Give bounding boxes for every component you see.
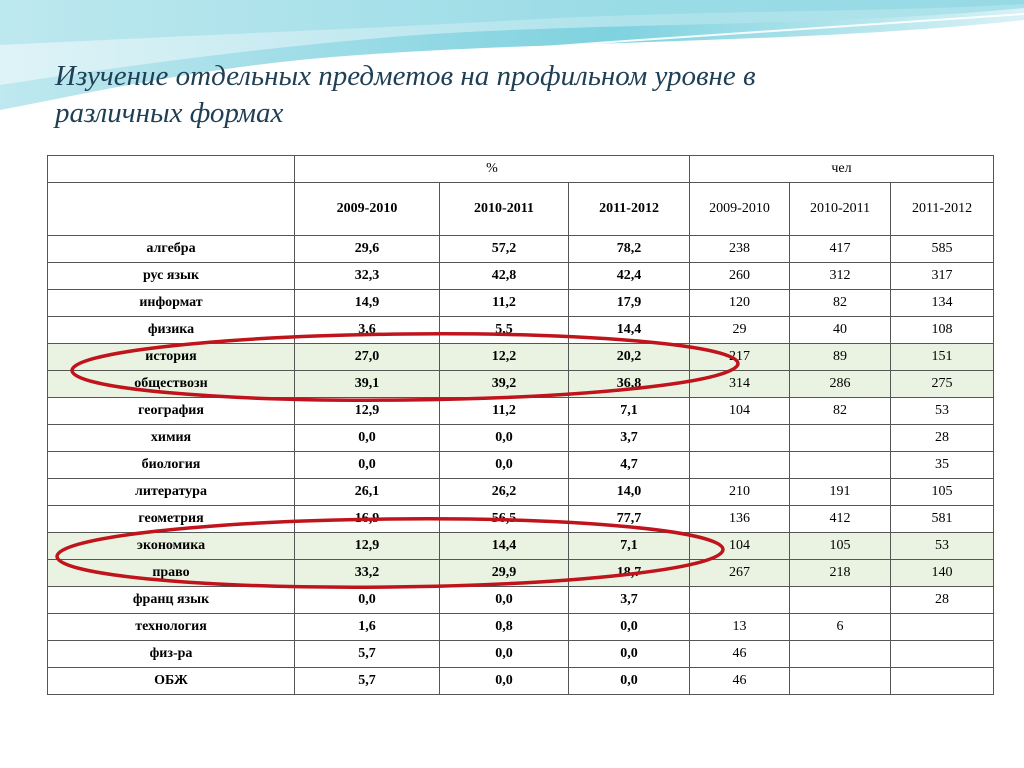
percent-cell: 14,4 (440, 533, 569, 560)
people-cell: 104 (690, 398, 790, 425)
people-cell: 585 (891, 236, 994, 263)
subject-cell: рус язык (48, 263, 295, 290)
percent-cell: 42,8 (440, 263, 569, 290)
people-cell (690, 452, 790, 479)
people-cell: 136 (690, 506, 790, 533)
table-row (48, 614, 994, 641)
people-cell: 317 (891, 263, 994, 290)
percent-cell: 20,2 (569, 344, 690, 371)
percent-cell: 0,0 (440, 425, 569, 452)
people-cell (690, 587, 790, 614)
years-header-row (48, 183, 994, 236)
percent-cell: 0,0 (295, 425, 440, 452)
table-row (48, 587, 994, 614)
percent-cell: 29,6 (295, 236, 440, 263)
years-empty-cell (48, 183, 295, 236)
people-cell: 238 (690, 236, 790, 263)
header-empty-cell (48, 156, 295, 183)
percent-cell: 11,2 (440, 290, 569, 317)
percent-cell: 0,0 (440, 641, 569, 668)
percent-cell: 32,3 (295, 263, 440, 290)
table-row (48, 668, 994, 695)
subject-cell: информат (48, 290, 295, 317)
pct-year-header: 2010-2011 (440, 183, 569, 236)
table-row (48, 506, 994, 533)
people-cell: 134 (891, 290, 994, 317)
people-group-header: чел (690, 156, 994, 183)
people-cell (790, 425, 891, 452)
people-cell: 28 (891, 425, 994, 452)
people-cell: 29 (690, 317, 790, 344)
percent-cell: 26,1 (295, 479, 440, 506)
people-cell: 286 (790, 371, 891, 398)
group-header-row (48, 156, 994, 183)
people-cell (891, 668, 994, 695)
slide-title-line2: различных формах (55, 97, 284, 129)
people-cell (891, 641, 994, 668)
people-cell (790, 452, 891, 479)
percent-cell: 7,1 (569, 533, 690, 560)
percent-group-header: % (295, 156, 690, 183)
subject-cell: ОБЖ (48, 668, 295, 695)
percent-cell: 29,9 (440, 560, 569, 587)
percent-cell: 3,6 (295, 317, 440, 344)
people-cell: 104 (690, 533, 790, 560)
people-year-header: 2010-2011 (790, 183, 891, 236)
percent-cell: 0,0 (440, 587, 569, 614)
people-cell (790, 641, 891, 668)
people-cell: 312 (790, 263, 891, 290)
people-year-header: 2011-2012 (891, 183, 994, 236)
people-cell: 151 (891, 344, 994, 371)
people-cell: 314 (690, 371, 790, 398)
people-cell: 105 (891, 479, 994, 506)
subject-cell: химия (48, 425, 295, 452)
table-row (48, 317, 994, 344)
percent-cell: 18,7 (569, 560, 690, 587)
percent-cell: 7,1 (569, 398, 690, 425)
people-cell: 82 (790, 398, 891, 425)
people-cell: 53 (891, 398, 994, 425)
people-cell: 217 (690, 344, 790, 371)
percent-cell: 0,0 (569, 614, 690, 641)
people-cell: 53 (891, 533, 994, 560)
people-cell: 191 (790, 479, 891, 506)
subject-cell: технология (48, 614, 295, 641)
people-cell: 581 (891, 506, 994, 533)
people-cell: 89 (790, 344, 891, 371)
table-row (48, 290, 994, 317)
people-cell: 275 (891, 371, 994, 398)
percent-cell: 0,0 (440, 668, 569, 695)
percent-cell: 77,7 (569, 506, 690, 533)
people-cell: 267 (690, 560, 790, 587)
subject-cell: экономика (48, 533, 295, 560)
subject-cell: литература (48, 479, 295, 506)
percent-cell: 57,2 (440, 236, 569, 263)
table-row (48, 371, 994, 398)
percent-cell: 11,2 (440, 398, 569, 425)
people-cell: 120 (690, 290, 790, 317)
subject-cell: обществозн (48, 371, 295, 398)
percent-cell: 0,8 (440, 614, 569, 641)
table-row (48, 452, 994, 479)
table-row (48, 641, 994, 668)
percent-cell: 5,7 (295, 641, 440, 668)
percent-cell: 56,5 (440, 506, 569, 533)
people-cell (790, 668, 891, 695)
subject-cell: физ-ра (48, 641, 295, 668)
people-cell: 260 (690, 263, 790, 290)
percent-cell: 0,0 (569, 641, 690, 668)
people-year-header: 2009-2010 (690, 183, 790, 236)
percent-cell: 4,7 (569, 452, 690, 479)
people-cell: 218 (790, 560, 891, 587)
subject-cell: алгебра (48, 236, 295, 263)
people-cell: 40 (790, 317, 891, 344)
people-cell: 140 (891, 560, 994, 587)
subject-cell: геометрия (48, 506, 295, 533)
people-cell: 35 (891, 452, 994, 479)
subject-cell: право (48, 560, 295, 587)
percent-cell: 78,2 (569, 236, 690, 263)
table-row (48, 236, 994, 263)
people-cell: 13 (690, 614, 790, 641)
percent-cell: 39,2 (440, 371, 569, 398)
people-cell: 82 (790, 290, 891, 317)
table-row (48, 560, 994, 587)
table-row (48, 344, 994, 371)
percent-cell: 14,9 (295, 290, 440, 317)
percent-cell: 39,1 (295, 371, 440, 398)
subject-cell: физика (48, 317, 295, 344)
percent-cell: 0,0 (440, 452, 569, 479)
people-cell: 210 (690, 479, 790, 506)
subject-cell: франц язык (48, 587, 295, 614)
slide-title (55, 58, 955, 132)
percent-cell: 0,0 (569, 668, 690, 695)
percent-cell: 5,7 (295, 668, 440, 695)
percent-cell: 5,5 (440, 317, 569, 344)
pct-year-header: 2009-2010 (295, 183, 440, 236)
people-cell (690, 425, 790, 452)
subjects-table-container (47, 155, 993, 695)
people-cell: 108 (891, 317, 994, 344)
subjects-table (47, 155, 994, 695)
table-row (48, 398, 994, 425)
people-cell: 417 (790, 236, 891, 263)
percent-cell: 17,9 (569, 290, 690, 317)
people-cell: 46 (690, 641, 790, 668)
people-cell: 28 (891, 587, 994, 614)
subject-cell: история (48, 344, 295, 371)
percent-cell: 36,8 (569, 371, 690, 398)
people-cell: 46 (690, 668, 790, 695)
percent-cell: 12,2 (440, 344, 569, 371)
subject-cell: география (48, 398, 295, 425)
people-cell (790, 587, 891, 614)
percent-cell: 42,4 (569, 263, 690, 290)
table-row (48, 425, 994, 452)
percent-cell: 0,0 (295, 452, 440, 479)
percent-cell: 12,9 (295, 398, 440, 425)
table-row (48, 533, 994, 560)
percent-cell: 27,0 (295, 344, 440, 371)
percent-cell: 1,6 (295, 614, 440, 641)
percent-cell: 14,4 (569, 317, 690, 344)
percent-cell: 3,7 (569, 425, 690, 452)
percent-cell: 3,7 (569, 587, 690, 614)
people-cell: 412 (790, 506, 891, 533)
percent-cell: 16,9 (295, 506, 440, 533)
people-cell: 6 (790, 614, 891, 641)
pct-year-header: 2011-2012 (569, 183, 690, 236)
table-row (48, 263, 994, 290)
percent-cell: 12,9 (295, 533, 440, 560)
subject-cell: биология (48, 452, 295, 479)
percent-cell: 0,0 (295, 587, 440, 614)
percent-cell: 26,2 (440, 479, 569, 506)
percent-cell: 33,2 (295, 560, 440, 587)
table-row (48, 479, 994, 506)
slide-title-line1: Изучение отдельных предметов на профильном уровне в (55, 60, 756, 92)
people-cell (891, 614, 994, 641)
people-cell: 105 (790, 533, 891, 560)
percent-cell: 14,0 (569, 479, 690, 506)
